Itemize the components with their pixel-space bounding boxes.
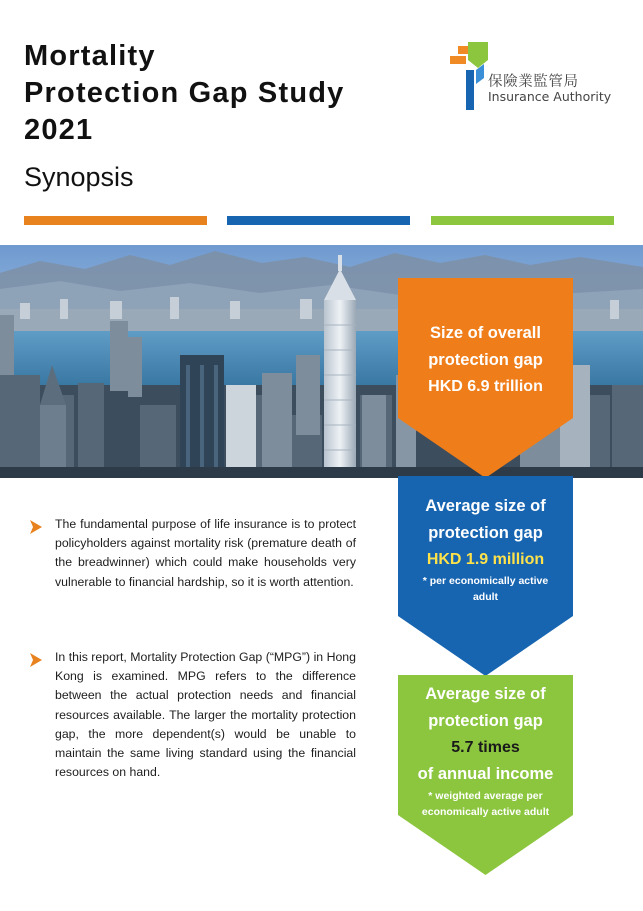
callout-3-line-2: protection gap [428, 712, 543, 730]
divider-blue [227, 216, 410, 225]
title-line-3: 2021 [24, 114, 94, 146]
insurance-authority-logo [448, 40, 618, 112]
title-line-1: Mortality [24, 40, 156, 72]
callout-average-gap [398, 476, 573, 676]
callout-3-amount-suffix: of annual income [417, 765, 554, 783]
report-subtitle: Synopsis [24, 162, 134, 192]
callout-overall-gap [398, 278, 573, 478]
insurance-authority-logo-mark-icon [448, 40, 492, 112]
callout-2-line-1: Average size of [425, 497, 546, 515]
bullet-purpose [30, 515, 356, 592]
logo-english-name: Insurance Authority [488, 89, 612, 104]
divider-green [431, 216, 614, 225]
title-line-2: Protection Gap Study [24, 77, 345, 109]
callout-1-amount: HKD 6.9 trillion [428, 378, 543, 395]
callout-3-line-1: Average size of [425, 685, 546, 703]
callout-3-amount: 5.7 times [451, 739, 520, 756]
report-title [24, 38, 344, 149]
bullet-mpg-definition-text: In this report, Mortality Protection Gap (“MPG”) in Hong Kong is examined. MPG refers to the difference between the actual protection needs and financial resources available. The larger the mortality protection gap, the more dependent(s) would be unable to maintain the same living standard using the financial resources on hand. [55, 650, 356, 780]
callout-3-note: * weighted average per economically active adult [421, 790, 550, 818]
divider-orange [24, 216, 207, 225]
chevron-right-icon [30, 520, 42, 534]
callout-2-note: * per economically active adult [422, 575, 549, 603]
callout-1-line-2: protection gap [428, 351, 543, 369]
callout-2-amount: HKD 1.9 million [426, 551, 545, 568]
bullet-purpose-text: The fundamental purpose of life insurance is to protect policyholders against mortality risk (premature death of the breadwinner) which could make households very vulnerable to financial hardship, so it is worth attention. [55, 517, 356, 589]
callout-1-line-1: Size of overall [430, 324, 541, 342]
callout-2-line-2: protection gap [428, 524, 543, 542]
logo-chinese-name: 保險業監管局 [488, 74, 579, 90]
bullet-mpg-definition [30, 648, 356, 782]
chevron-right-icon [30, 653, 42, 667]
callout-income-multiple [398, 675, 573, 875]
